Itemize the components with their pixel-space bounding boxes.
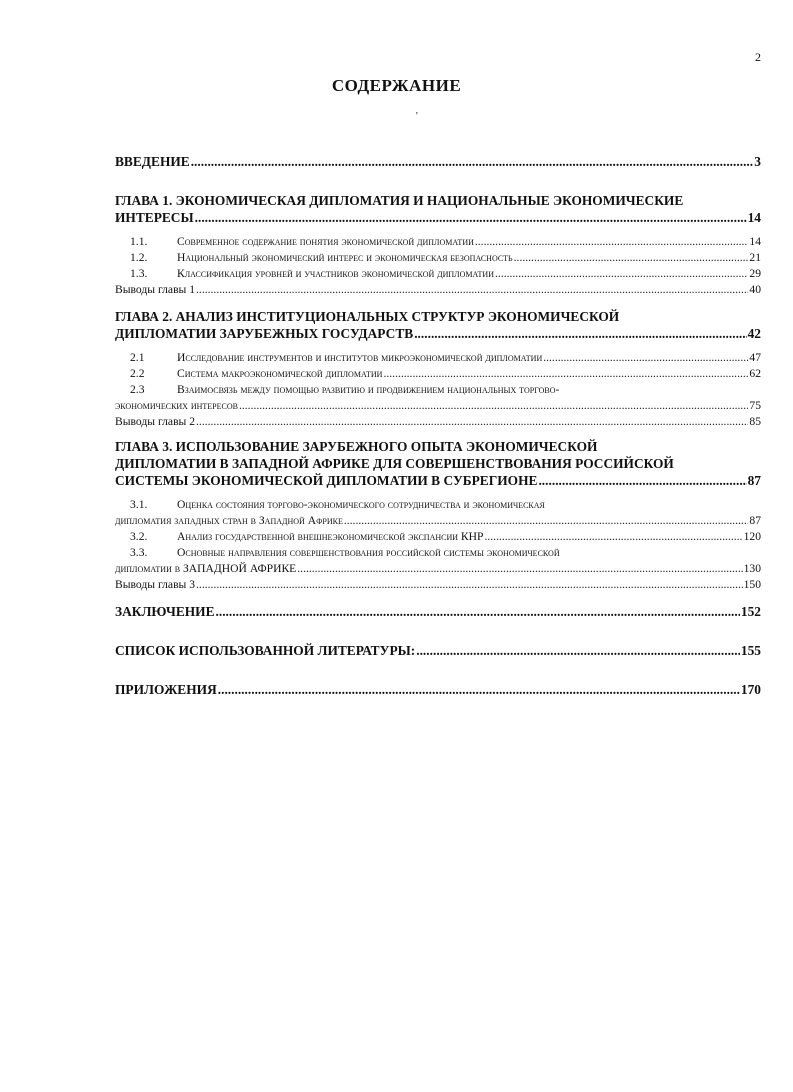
dot-leader <box>196 577 743 593</box>
dot-leader <box>196 414 748 430</box>
section-title: Классификация уровней и участников экономической дипломатии <box>177 267 494 280</box>
section-title: Выводы главы 1 <box>115 283 196 296</box>
toc-conclusion-title: ЗАКЛЮЧЕНИЕ <box>115 604 215 619</box>
section-number: 3.2. <box>130 530 148 543</box>
toc-appendix-title: ПРИЛОЖЕНИЯ <box>115 682 217 697</box>
section-number: 2.1 <box>130 351 145 364</box>
toc-chapter-3-title-line2: ДИПЛОМАТИИ В ЗАПАДНОЙ АФРИКЕ ДЛЯ СОВЕРШЕНСТВОВАНИЯ РОССИЙСКОЙ <box>115 456 674 471</box>
dot-leader <box>239 398 748 414</box>
section-title: Выводы главы 2 <box>115 415 196 428</box>
toc-conclusion-3[interactable] <box>115 577 761 593</box>
section-page: 62 <box>749 367 761 380</box>
dot-leader <box>297 561 742 577</box>
section-title: Оценка состояния торгово-экономического сотрудничества и экономическая <box>177 498 545 511</box>
dot-leader <box>191 153 754 170</box>
toc-section-1-3[interactable] <box>115 266 761 282</box>
stray-mark: ' <box>416 111 418 122</box>
dot-leader <box>383 366 748 382</box>
section-number: 1.3. <box>130 267 148 280</box>
section-page: 150 <box>743 578 761 591</box>
toc-chapter-2-sections <box>115 350 761 430</box>
section-title: Взаимосвязь между помощью развитию и продвижением национальных торгово- <box>177 383 560 396</box>
section-page: 40 <box>749 283 761 296</box>
section-title: Современное содержание понятия экономической дипломатии <box>177 235 474 248</box>
section-title: Исследование инструментов и институтов микроэкономической дипломатии <box>177 351 543 364</box>
toc-chapter-3-title-line3: СИСТЕМЫ ЭКОНОМИЧЕСКОЙ ДИПЛОМАТИИ В СУБРЕГИОНЕ <box>115 473 538 488</box>
toc-intro[interactable] <box>115 153 761 170</box>
section-page: 87 <box>749 514 761 527</box>
dot-leader <box>216 603 740 620</box>
section-number: 1.2. <box>130 251 148 264</box>
section-title-cont: экономических интересов <box>115 399 238 412</box>
toc-chapter-2-page: 42 <box>747 326 761 341</box>
toc-chapter-2-title-line1: ГЛАВА 2. АНАЛИЗ ИНСТИТУЦИОНАЛЬНЫХ СТРУКТУР ЭКОНОМИЧЕСКОЙ <box>115 309 620 324</box>
toc-appendix-page: 170 <box>740 682 761 697</box>
dot-leader <box>195 209 747 226</box>
section-page: 130 <box>743 562 761 575</box>
dot-leader <box>543 350 748 366</box>
toc-chapter-3[interactable] <box>115 438 761 489</box>
dot-leader <box>218 681 740 698</box>
toc-conclusion-1[interactable] <box>115 282 761 298</box>
toc-section-3-2[interactable] <box>115 529 761 545</box>
toc-intro-title: ВВЕДЕНИЕ <box>115 154 190 169</box>
toc-chapter-1-page: 14 <box>747 210 761 225</box>
section-title: Система макроэкономической дипломатии <box>177 367 383 380</box>
toc-chapter-2[interactable] <box>115 308 761 342</box>
page-title: СОДЕРЖАНИЕ <box>331 76 462 95</box>
toc-chapter-3-title-line1: ГЛАВА 3. ИСПОЛЬЗОВАНИЕ ЗАРУБЕЖНОГО ОПЫТА ЭКОНОМИЧЕСКОЙ <box>115 439 598 454</box>
toc-conclusion-page: 152 <box>740 604 761 619</box>
toc-references-page: 155 <box>740 643 761 658</box>
section-page: 47 <box>749 351 761 364</box>
dot-leader <box>514 250 749 266</box>
section-number: 3.1. <box>130 498 148 511</box>
page-number: 2 <box>755 50 761 64</box>
dot-leader <box>196 282 748 298</box>
section-title: Анализ государственной внешнеэкономической экспансии КНР <box>177 530 484 543</box>
toc-chapter-2-title-line2: ДИПЛОМАТИИ ЗАРУБЕЖНЫХ ГОСУДАРСТВ <box>115 326 414 341</box>
dot-leader <box>344 513 749 529</box>
toc-appendix[interactable] <box>115 681 761 698</box>
dot-leader <box>484 529 742 545</box>
section-page: 14 <box>749 235 761 248</box>
section-page: 85 <box>749 415 761 428</box>
dot-leader <box>475 234 749 250</box>
section-title: Национальный экономический интерес и экономическая безопасность <box>177 251 513 264</box>
toc-intro-page: 3 <box>754 154 761 169</box>
toc-section-2-1[interactable] <box>115 350 761 366</box>
section-number: 2.2 <box>130 367 145 380</box>
section-page: 120 <box>743 530 761 543</box>
table-of-contents <box>115 153 761 698</box>
section-page: 75 <box>749 399 761 412</box>
toc-section-3-1[interactable] <box>115 497 761 529</box>
section-number: 2.3 <box>130 383 145 396</box>
dot-leader <box>495 266 748 282</box>
section-page: 21 <box>749 251 761 264</box>
toc-conclusion[interactable] <box>115 603 761 620</box>
toc-section-2-2[interactable] <box>115 366 761 382</box>
toc-section-2-3[interactable] <box>115 382 761 414</box>
dot-leader <box>416 642 740 659</box>
dot-leader <box>414 325 746 342</box>
toc-references[interactable] <box>115 642 761 659</box>
section-number: 1.1. <box>130 235 148 248</box>
dot-leader <box>538 472 746 489</box>
toc-references-title: СПИСОК ИСПОЛЬЗОВАННОЙ ЛИТЕРАТУРЫ: <box>115 643 416 658</box>
toc-chapter-3-sections <box>115 497 761 593</box>
section-number: 3.3. <box>130 546 148 559</box>
toc-chapter-3-page: 87 <box>747 473 761 488</box>
toc-conclusion-2[interactable] <box>115 414 761 430</box>
toc-chapter-1-title-line2: ИНТЕРЕСЫ <box>115 210 194 225</box>
section-page: 29 <box>749 267 761 280</box>
toc-chapter-1-sections <box>115 234 761 298</box>
section-title-cont: дипломатия западных стран в Западной Африке <box>115 514 343 527</box>
toc-section-3-3[interactable] <box>115 545 761 577</box>
section-title: Основные направления совершенствования российской системы экономической <box>177 546 560 559</box>
toc-chapter-1[interactable] <box>115 192 761 226</box>
section-title-cont: дипломатии в ЗАПАДНОЙ АФРИКЕ <box>115 562 297 575</box>
toc-chapter-1-title-line1: ГЛАВА 1. ЭКОНОМИЧЕСКАЯ ДИПЛОМАТИЯ И НАЦИОНАЛЬНЫЕ ЭКОНОМИЧЕСКИЕ <box>115 193 684 208</box>
toc-section-1-1[interactable] <box>115 234 761 250</box>
toc-section-1-2[interactable] <box>115 250 761 266</box>
section-title: Выводы главы 3 <box>115 578 196 591</box>
